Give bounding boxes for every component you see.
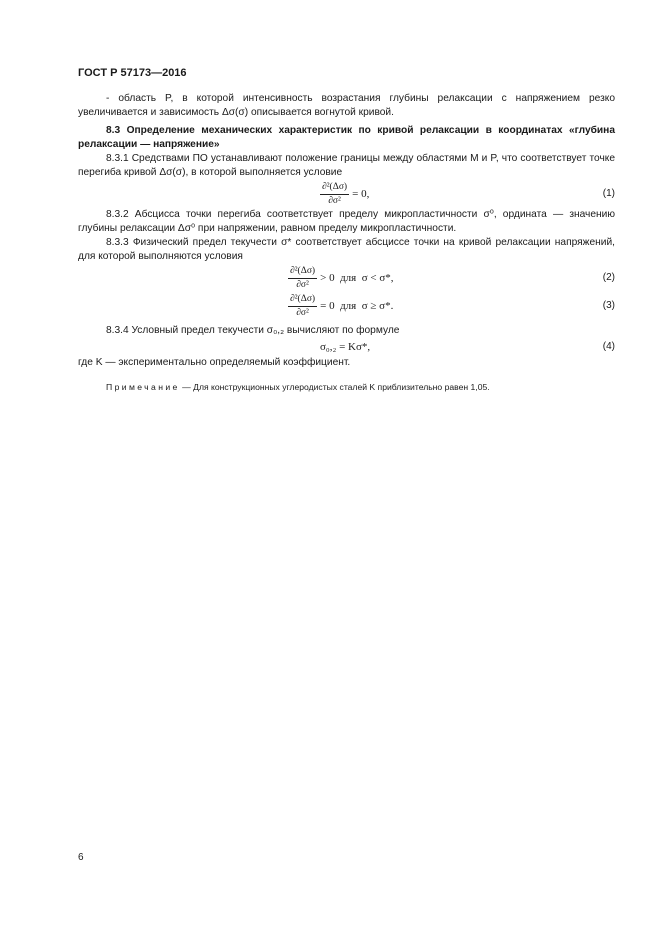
eq1-rhs: = 0, [352, 188, 370, 200]
document-body [78, 92, 615, 394]
document-header: ГОСТ Р 57173—2016 [78, 67, 187, 79]
eq1-label: (1) [602, 188, 615, 199]
paragraph-8-3-2: 8.3.2 Абсцисса точки перегиба соответствует пределу микропластичности σ⁰, ордината — значению глубины релаксации Δσ⁰ при напряжении, равном пределу микропластичности. [78, 209, 615, 234]
eq2-denominator: ∂σ² [296, 279, 309, 290]
equation-3 [78, 292, 615, 320]
paragraph-8-3-1: 8.3.1 Средствами ПО устанавливают положение границы между областями M и P, что соответствует точке перегиба кривой Δσ(σ), в которой выполняется условие [78, 153, 615, 178]
eq4-text: σ₀,₂ = Kσ*, [320, 341, 371, 353]
paragraph-where: где K — экспериментально определяемый коэффициент. [78, 357, 351, 368]
eq2-numerator: ∂²(Δσ) [288, 266, 317, 279]
equation-2 [78, 264, 615, 292]
eq1-denominator: ∂σ² [328, 195, 341, 206]
paragraph-region-p: - область P, в которой интенсивность возрастания глубины релаксации с напряжением резко увеличивается и зависимость Δσ(σ) описывается вогнутой кривой. [78, 93, 615, 118]
eq3-rhs: = 0 для σ ≥ σ*. [320, 300, 394, 312]
page-number: 6 [78, 852, 84, 863]
paragraph-8-3-3: 8.3.3 Физический предел текучести σ* соответствует абсциссе точки на кривой релаксации напряжений, для которой выполняются условия [78, 237, 615, 262]
note-text: — Для конструкционных углеродистых сталей K приблизительно равен 1,05. [179, 382, 490, 392]
equation-4 [78, 338, 615, 356]
section-heading-8-3: 8.3 Определение механических характеристик по кривой релаксации в координатах «глубина релаксации — напряжение» [78, 125, 615, 150]
eq3-numerator: ∂²(Δσ) [288, 294, 317, 307]
note-label: Примечание [106, 382, 180, 392]
note [78, 380, 615, 394]
eq3-denominator: ∂σ² [296, 307, 309, 318]
eq3-label: (3) [602, 300, 615, 311]
equation-1 [78, 180, 615, 208]
eq4-label: (4) [602, 341, 615, 352]
eq1-numerator: ∂²(Δσ) [320, 182, 349, 195]
paragraph-8-3-4: 8.3.4 Условный предел текучести σ₀,₂ вычисляют по формуле [106, 325, 400, 336]
eq2-label: (2) [602, 272, 615, 283]
eq2-rhs: > 0 для σ < σ*, [320, 272, 394, 284]
